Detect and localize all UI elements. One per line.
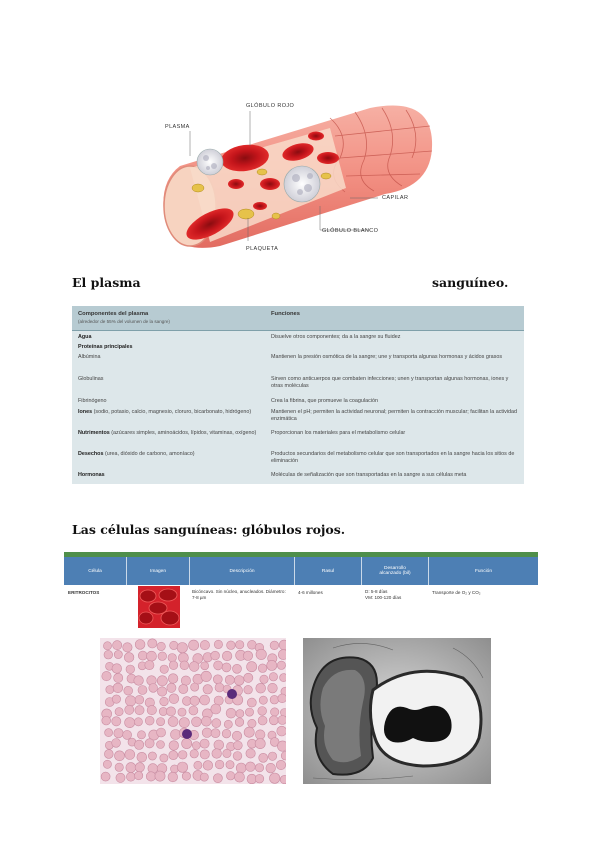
label-red-cell: GLÓBULO ROJO bbox=[246, 103, 295, 109]
component-function: Productos secundarios del metabolismo celular que son transportados en la sangre hacia los sitios de eliminación bbox=[271, 451, 515, 464]
component-detail: (azúcares simples, aminoácidos, lípidos, vitaminas, oxígeno) bbox=[111, 430, 257, 436]
cell-function: Transporte de O₂ y CO₂ bbox=[432, 590, 481, 595]
component-name: Albúmina bbox=[78, 354, 101, 360]
component-function: Mantienen el pH; permiten la actividad neuronal; permiten la contracción muscular; facilitan la actividad enzimática bbox=[271, 409, 518, 422]
header-cell: Célula bbox=[88, 568, 102, 574]
component-name: Fibrinógeno bbox=[78, 398, 107, 404]
component-name: Globulinas bbox=[78, 376, 104, 382]
header-functions: Funciones bbox=[271, 311, 300, 317]
header-image: Imagen bbox=[150, 568, 166, 574]
capillary-illustration bbox=[150, 96, 440, 256]
header-development: Desarrollo alcanzado (bil) bbox=[379, 566, 411, 576]
component-cell bbox=[78, 430, 270, 437]
component-function: Proporcionan los materiales para el metabolismo celular bbox=[271, 430, 406, 436]
component-function: Moléculas de señalización que son transportadas en la sangre a sus células meta bbox=[271, 472, 467, 478]
header-components-sub: (alrededor de 55% del volumen de la sangre) bbox=[78, 319, 170, 324]
header-count: Rasul bbox=[321, 568, 335, 574]
component-function: Mantienen la presión osmótica de la sangre; une y transporta algunas hormonas y ácidos grasos bbox=[271, 354, 503, 360]
capillary-drawing bbox=[150, 96, 440, 256]
component-name: Proteínas principales bbox=[78, 344, 133, 350]
erythrocyte-table bbox=[64, 552, 538, 632]
electron-micrograph bbox=[303, 638, 491, 784]
cell-name: ERITROCITOS bbox=[68, 590, 100, 595]
component-name: Iones bbox=[78, 409, 93, 415]
heading-plasma-right: sanguíneo. bbox=[432, 275, 509, 290]
component-name: Nutrimentos bbox=[78, 430, 110, 436]
blood-smear-image bbox=[100, 638, 286, 784]
header-description: Descripción bbox=[229, 568, 255, 574]
label-plasma: PLASMA bbox=[165, 124, 190, 130]
erythrocyte-thumbnail bbox=[138, 586, 180, 628]
plasma-components-table bbox=[72, 306, 524, 484]
heading-blood-cells: Las células sanguíneas: glóbulos rojos. bbox=[72, 522, 346, 537]
component-function: Disuelve otros componentes; da a la sangre su fluidez bbox=[271, 334, 401, 340]
header-components: Componentes del plasma bbox=[78, 311, 149, 317]
blood-smear-micrograph bbox=[100, 638, 286, 784]
electron-micrograph-image bbox=[303, 638, 491, 784]
cell-description: Bicóncavo. Sin núcleo, anucleados. Diámetro: 7-8 µm bbox=[192, 589, 286, 600]
label-white-cell: GLÓBULO BLANCO bbox=[322, 228, 379, 234]
component-cell bbox=[78, 451, 270, 458]
component-function: Crea la fibrina, que promueve la coagulación bbox=[271, 398, 378, 404]
heading-plasma-left: El plasma bbox=[72, 275, 141, 290]
label-capillary: CAPILAR bbox=[382, 195, 409, 201]
cell-count: 4-6 millones bbox=[298, 590, 323, 595]
component-name: Agua bbox=[78, 334, 92, 340]
component-function: Sirven como anticuerpos que combaten infecciones; unen y transportan algunas hormonas, iones y otras moléculas bbox=[271, 376, 509, 389]
component-name: Hormonas bbox=[78, 472, 105, 478]
label-platelet: PLAQUETA bbox=[246, 246, 279, 252]
header-function: Función bbox=[474, 568, 493, 574]
component-name: Desechos bbox=[78, 451, 104, 457]
table-header bbox=[72, 306, 524, 331]
cell-development: D: 5-8 días VM: 100-120 días bbox=[365, 589, 402, 600]
component-detail: (sodio, potasio, calcio, magnesio, cloruro, bicarbonato, hidrógeno) bbox=[93, 409, 252, 415]
component-cell bbox=[78, 409, 270, 416]
component-detail: (urea, dióxido de carbono, amoníaco) bbox=[104, 451, 195, 457]
